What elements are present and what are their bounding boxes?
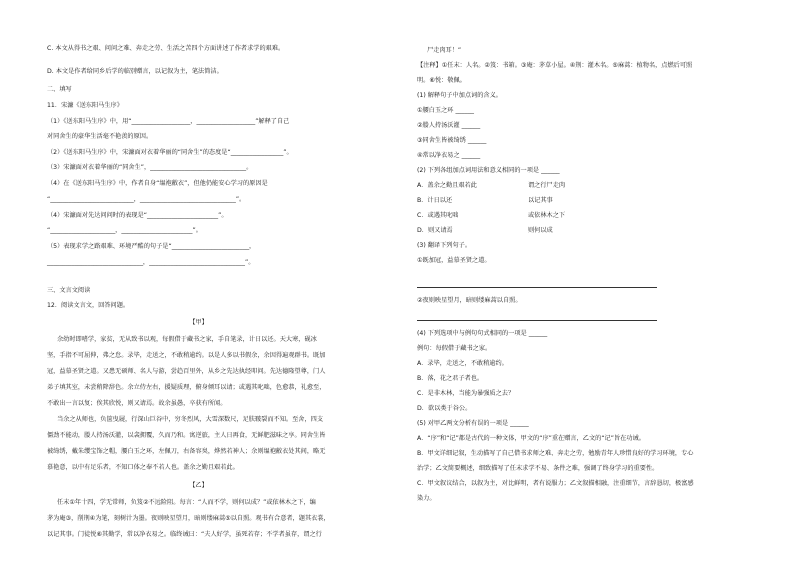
option-line: B．计日以还 (417, 197, 453, 204)
question-line: ④常以净衣易之 ______ (417, 152, 481, 159)
answer-line (417, 320, 657, 321)
question-line: (2) 下列各组加点词用法和意义相同的一项是 ______ (417, 167, 560, 174)
question-line: “___________________________，_______________________________”。 (47, 196, 246, 203)
passage-line: 以记其事。门徒悦⑥其勤学，常以净衣易之。临终诫曰：“夫人好学，虽死若存；不学者虽存，谓之行 (47, 531, 322, 538)
question-line: (3) 翻译下列句子。 (417, 242, 472, 249)
question-line: “_____________________，_______________________”。 (47, 227, 202, 234)
passage-yi-heading: 【乙】 (189, 482, 208, 489)
passage-line: 坚，手指不可屈伸，弗之怠。录毕，走送之，不敢稍逾约。以是人多以书假余，余因得遍观群书。既加 (47, 352, 326, 359)
question-line: (5) 对甲乙两文分析有误的一项是 ______ (417, 420, 529, 427)
section-heading: 二、填写 (47, 86, 72, 93)
question-title: 12．阅读文言文，回答问题。 (47, 302, 130, 309)
option-line: 染力。 (417, 495, 436, 502)
question-line: 对同舍生的豪华生活毫不艳羡的原因。 (47, 133, 153, 140)
option-pair: 则何以成 (528, 227, 553, 234)
question-line: ②夜则映星望月，暗则缕麻蒿以自照。 (417, 297, 522, 304)
option-line: 治学；乙文简要概述，细致描写了任末求学不易、条件之难，强调了终身学习的重要性。 (417, 465, 659, 472)
passage-line: 僵劲不能动，媵人持汤沃灌，以衾拥覆，久而乃和。寓逆旅，主人日再食，无鲜肥滋味之享。同舍生皆 (47, 432, 326, 439)
option-pair: 或依林木之下 (528, 212, 566, 219)
notes-line: 【注释】①任末：人名。②笈：书箱。③庵：茅草小屋。④荆：灌木名。⑤麻蒿：植物名，点燃后可照 (417, 62, 693, 69)
question-line: ①既加冠，益慕圣贤之道。 (417, 257, 491, 264)
option-pair: 以记其事 (528, 197, 553, 204)
option-line: C．或遇其叱咄 (417, 212, 459, 219)
passage-line: 茅为庵③，削荆④为笔，刻树汁为墨。夜则映星望月，暗则缕麻蒿⑤以自照。观书有合意者，题其衣裳， (47, 515, 330, 522)
question-title: 11．宋濂《送东阳马生序》 (47, 102, 123, 109)
question-line: （1）《送东阳马生序》中，用“___________________，___________________”解释了自己 (47, 118, 290, 125)
option-line: A．“序”和“记”都是古代的一种文体，甲文的“序”重在赠言，乙文的“记”旨在功诫。 (417, 435, 645, 442)
question-line: （3）宋濂面对衣着华丽的“同舍生”，_______________________________。 (47, 164, 253, 171)
option-line: A．录毕，走送之，不敢稍逾约。 (417, 360, 508, 367)
passage-line: 慕艳意，以中有足乐者，不知口体之奉不若人也。盖余之勤且艰若此。 (47, 464, 239, 471)
question-line: （2）《送东阳马生序》中，宋濂面对衣着华丽的“同舍生”的态度是“_________________”。 (47, 149, 293, 156)
passage-line: 被绮绣，戴朱缨宝饰之帽，腰白玉之环，左佩刀，右备容臭，烨然若神人；余则缊袍敝衣处其间，略无 (47, 448, 326, 455)
passage-line: 尸走肉耳！” (427, 47, 462, 54)
passage-line: 任末①年十四，学无常师，负笈②不远险阻。每言：“人而不学，则何以成？”或依林木之下，编 (57, 499, 316, 506)
question-line: ②媵人持汤沃灌 ______ (417, 122, 481, 129)
question-line: (4) 下列选项中与例句句式相同的一项是 ______ (417, 330, 548, 337)
right-column (397, 0, 794, 562)
question-line: ①腰白玉之环 ______ (417, 107, 475, 114)
answer-line (417, 287, 657, 288)
passage-line: 当余之从师也，负箧曳屣，行深山巨谷中，穷冬烈风，大雪深数尺，足肤皲裂而不知。至舍，四支 (57, 416, 324, 423)
passage-line: 冠，益慕圣贤之道。又患无硕师、名人与游，尝趋百里外，从乡之先达执经叩问。先达德隆望尊，门人 (47, 368, 326, 375)
option-line: B．甲文详细记叙，生动描写了自己借书求师之难、奔走之劳，勉励青年人珍惜良好的学习环境，专心 (417, 450, 694, 457)
section-heading: 三、文言文阅读 (47, 287, 91, 294)
question-line: （5）表现求学之路艰难、环境严酷的句子是“_________________________， (47, 243, 256, 250)
option-line: C．是非木林，当能为暴强质之去？ (417, 390, 515, 397)
option-c: C. 本文从得书之艰、问问之难、奔走之劳、生活之苦四个方面讲述了作者求学的艰难。 (47, 45, 285, 52)
question-line: (1) 解释句子中加点词的含义。 (417, 92, 502, 99)
notes-line: 明。⑥悦：敬佩。 (417, 77, 466, 84)
passage-jia-heading: 【甲】 (189, 319, 208, 326)
question-line: （4）宋濂面对先达问问时的表现是“_______________________”。 (47, 212, 228, 219)
option-line: D．则又请焉 (417, 227, 453, 234)
question-line: _______________________________，_______________________________”。 (47, 259, 255, 266)
question-line: ③同舍生皆被绮绣 ______ (417, 137, 487, 144)
passage-line: 不敢出一言以复；俟其欣悦，则又请焉。故余虽愚，卒获有所闻。 (47, 400, 227, 407)
question-line: （4）在《送东阳马生序》中，作者自身“缊袍敝衣”，但他仍能安心学习的原因是 (47, 180, 268, 187)
option-line: D．欲以类于谷公。 (417, 405, 472, 412)
option-line: C．甲文叙议结合，以叙为主，对比鲜明，者有说服力；乙文叙描相融，注重细节，言辞恳切，极富感 (417, 480, 694, 487)
option-line: A．盖余之勤且艰若此 (417, 182, 477, 189)
question-line: 例句：每假借于藏书之家。 (417, 345, 492, 352)
passage-line: 余幼时即嗜学，家贫，无从致书以观，每假借于藏书之家，手自笔录，计日以还。天大寒，砚冰 (57, 336, 317, 343)
option-line: B．落，花之君子者也。 (417, 375, 484, 382)
passage-line: 弟子填其室，未尝稍降辞色。余立侍左右，援疑质理，俯身倾耳以请；或遇其叱咄，色愈恭，礼愈至， (47, 384, 326, 391)
option-pair: 谓之行尸走肉 (528, 182, 566, 189)
option-d: D. 本文是作者给同乡后学的临别赠言，以记叙为主，笔法简洁。 (47, 68, 223, 75)
